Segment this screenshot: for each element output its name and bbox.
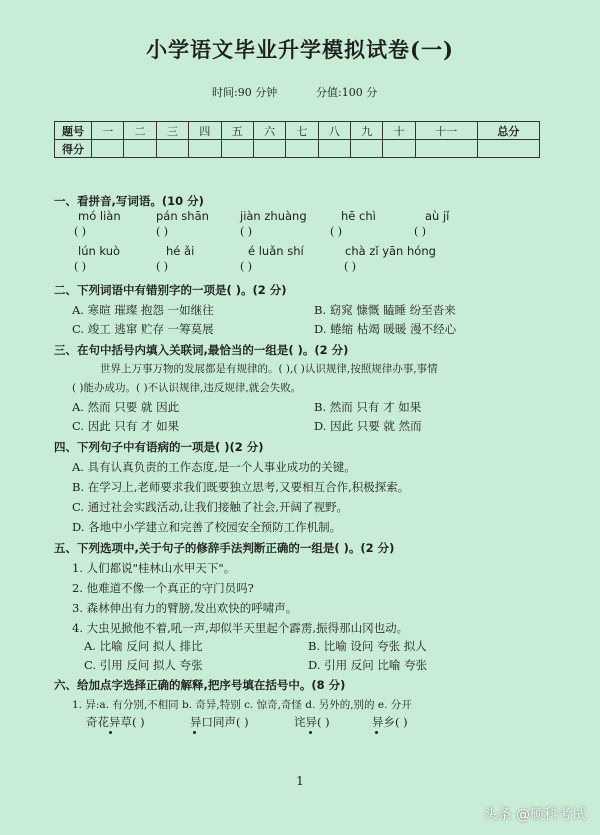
score-table: [54, 121, 540, 158]
option-a: A. 比喻 反问 拟人 排比: [84, 639, 203, 653]
table-cell: 总分: [477, 122, 539, 140]
option-a: A. 具有认真负责的工作态度,是一个人事业成功的关键。: [72, 460, 356, 474]
sentence-item: 3. 森林伸出有力的臂膀,发出欢快的呼啸声。: [72, 601, 298, 615]
pinyin-item: mó liàn: [78, 209, 121, 223]
option-c: C. 竣工 逃窜 贮存 一筹莫展: [72, 322, 214, 336]
table-cell: 四: [189, 122, 221, 140]
option-b: B. 窈窕 慷慨 瞌睡 纷至沓来: [314, 303, 456, 317]
table-cell: 十: [383, 122, 415, 140]
option-b: B. 在学习上,老师要求我们既要独立思考,又要相互合作,积极探索。: [72, 480, 410, 494]
score-table-score-row: [55, 140, 540, 158]
sentence-item: 2. 他难道不像一个真正的守门员吗?: [72, 581, 254, 595]
table-cell: 五: [221, 122, 253, 140]
score-input-cell[interactable]: [415, 140, 477, 158]
emphasis-dot: [193, 731, 196, 734]
question-1-title: 一、看拼音,写词语。(10 分): [54, 194, 204, 208]
table-cell: 八: [318, 122, 350, 140]
option-c: C. 引用 反问 拟人 夸张: [84, 658, 203, 672]
word-item[interactable]: 异口同声( ): [190, 715, 249, 729]
pinyin-item: chà zǐ yān hóng: [345, 244, 436, 258]
table-cell: 二: [124, 122, 156, 140]
answer-blank[interactable]: ( ): [74, 260, 87, 273]
option-d: D. 引用 反问 比喻 夸张: [308, 658, 428, 672]
score-input-cell[interactable]: [221, 140, 253, 158]
pinyin-item: pán shān: [156, 209, 209, 223]
score-input-cell[interactable]: [124, 140, 156, 158]
sentence-item: 4. 大虫见掀他不着,吼一声,却似半天里起个霹雳,振得那山冈也动。: [72, 621, 409, 635]
table-cell: 六: [253, 122, 285, 140]
answer-blank[interactable]: ( ): [344, 260, 357, 273]
watermark: 头条 @硕科考试: [483, 807, 586, 823]
question-4-title: 四、下列句子中有语病的一项是( )(2 分): [54, 440, 264, 454]
page-number: 1: [296, 774, 304, 788]
question-2-title: 二、下列词语中有错别字的一项是( )。(2 分): [54, 283, 287, 297]
table-cell: 九: [351, 122, 383, 140]
emphasis-dot: [109, 731, 112, 734]
score-input-cell[interactable]: [189, 140, 221, 158]
question-6-title: 六、给加点字选择正确的解释,把序号填在括号中。(8 分): [54, 678, 346, 692]
table-cell: 十一: [415, 122, 477, 140]
score-input-cell[interactable]: [318, 140, 350, 158]
table-cell: 得分: [55, 140, 92, 158]
option-c: C. 因此 只有 才 如果: [72, 419, 180, 433]
score-input-cell[interactable]: [477, 140, 539, 158]
pinyin-item: hé ǎi: [166, 244, 195, 258]
score-input-cell[interactable]: [92, 140, 124, 158]
question-3-passage-line: 世界上万事万物的发展都是有规律的。( ),( )认识规律,按照规律办事,事情: [100, 363, 438, 375]
table-cell: 七: [286, 122, 318, 140]
question-3-passage-line: ( )能办成功。( )不认识规律,违反规律,就会失败。: [72, 382, 302, 394]
option-b: B. 然而 只有 才 如果: [314, 400, 422, 414]
option-d: D. 各地中小学建立和完善了校园安全预防工作机制。: [72, 520, 342, 534]
pinyin-item: é luǎn shí: [248, 244, 304, 258]
score-input-cell[interactable]: [253, 140, 285, 158]
question-5-title: 五、下列选项中,关于句子的修辞手法判断正确的一组是( )。(2 分): [54, 541, 395, 555]
option-a: A. 然而 只要 就 因此: [72, 400, 180, 414]
word-item[interactable]: 诧异( ): [294, 715, 330, 729]
table-cell: 三: [156, 122, 188, 140]
option-a: A. 寒暄 璀璨 抱怨 一如继往: [72, 303, 214, 317]
exam-score: 分值:100 分: [316, 86, 378, 99]
answer-blank[interactable]: ( ): [240, 225, 253, 238]
score-input-cell[interactable]: [286, 140, 318, 158]
score-input-cell[interactable]: [383, 140, 415, 158]
answer-blank[interactable]: ( ): [74, 225, 87, 238]
exam-time: 时间:90 分钟: [212, 86, 278, 99]
word-item[interactable]: 异乡( ): [372, 715, 408, 729]
question-3-title: 三、在句中括号内填入关联词,最恰当的一组是( )。(2 分): [54, 343, 349, 357]
table-cell: 一: [92, 122, 124, 140]
score-input-cell[interactable]: [156, 140, 188, 158]
answer-blank[interactable]: ( ): [156, 225, 169, 238]
pinyin-item: hē chì: [341, 209, 376, 223]
score-input-cell[interactable]: [351, 140, 383, 158]
definition-line: 1. 异:a. 有分别,不相同 b. 奇异,特别 c. 惊奇,奇怪 d. 另外的,别的 e. 分开: [72, 699, 412, 711]
emphasis-dot: [375, 731, 378, 734]
answer-blank[interactable]: ( ): [330, 225, 343, 238]
option-d: D. 因此 只要 就 然而: [314, 419, 422, 433]
sentence-item: 1. 人们都说"桂林山水甲天下"。: [72, 561, 236, 575]
pinyin-item: lún kuò: [78, 244, 121, 258]
pinyin-item: jiàn zhuàng: [240, 209, 307, 223]
emphasis-dot: [309, 731, 312, 734]
table-cell: 题号: [55, 122, 92, 140]
pinyin-item: aù jǐ: [425, 209, 450, 223]
page-title: 小学语文毕业升学模拟试卷(一): [146, 37, 454, 62]
option-c: C. 通过社会实践活动,让我们接触了社会,开阔了视野。: [72, 500, 349, 514]
word-item[interactable]: 奇花异草( ): [86, 715, 145, 729]
answer-blank[interactable]: ( ): [414, 225, 427, 238]
option-d: D. 蜷缩 枯竭 暖暖 漫不经心: [314, 322, 457, 336]
score-table-header-row: [55, 122, 540, 140]
answer-blank[interactable]: ( ): [156, 260, 169, 273]
answer-blank[interactable]: ( ): [240, 260, 253, 273]
option-b: B. 比喻 设问 夸张 拟人: [308, 639, 427, 653]
